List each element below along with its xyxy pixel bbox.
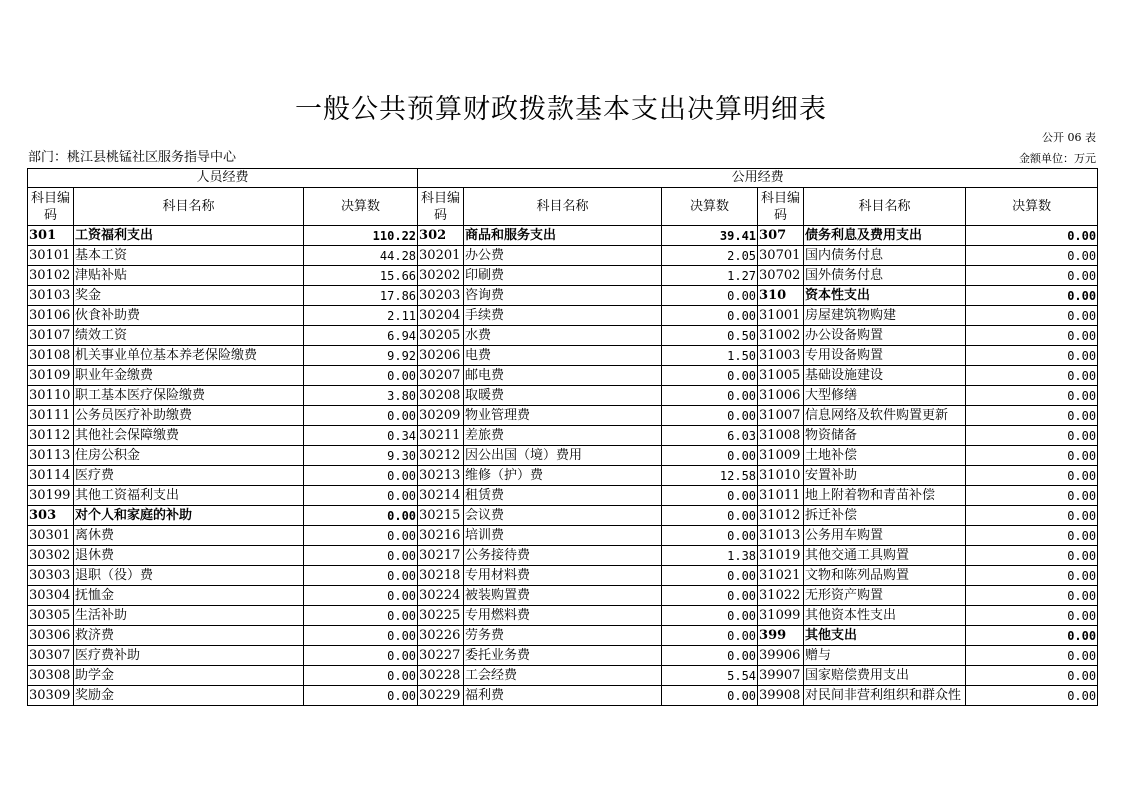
amount-cell: 0.00 (966, 226, 1098, 246)
account-name-cell: 手续费 (464, 306, 662, 326)
account-code-cell: 30204 (418, 306, 464, 326)
account-code-cell: 31012 (758, 506, 804, 526)
amount-cell: 0.00 (662, 526, 758, 546)
amount-cell: 0.00 (662, 366, 758, 386)
account-code-cell: 30203 (418, 286, 464, 306)
account-code-cell: 31003 (758, 346, 804, 366)
account-code-cell: 30306 (28, 626, 74, 646)
account-name-cell: 救济费 (74, 626, 304, 646)
amount-cell: 0.00 (966, 366, 1098, 386)
table-row (28, 326, 1098, 346)
account-code-cell: 30205 (418, 326, 464, 346)
account-code-cell: 30301 (28, 526, 74, 546)
amount-cell: 6.94 (304, 326, 418, 346)
account-code-cell: 31005 (758, 366, 804, 386)
account-name-cell: 助学金 (74, 666, 304, 686)
table-row (28, 546, 1098, 566)
account-name-cell: 国外债务付息 (804, 266, 966, 286)
account-name-cell: 信息网络及软件购置更新 (804, 406, 966, 426)
amount-cell: 2.05 (662, 246, 758, 266)
group-header-public: 公用经费 (418, 169, 1098, 188)
account-code-cell: 30304 (28, 586, 74, 606)
amount-cell: 0.00 (662, 286, 758, 306)
account-code-cell: 399 (758, 626, 804, 646)
account-code-cell: 30307 (28, 646, 74, 666)
account-code-cell: 31099 (758, 606, 804, 626)
table-row (28, 646, 1098, 666)
table-row (28, 466, 1098, 486)
account-code-cell: 302 (418, 226, 464, 246)
table-row (28, 626, 1098, 646)
column-header-amount: 决算数 (662, 188, 758, 226)
amount-cell: 3.80 (304, 386, 418, 406)
amount-cell: 0.00 (304, 626, 418, 646)
account-code-cell: 31013 (758, 526, 804, 546)
account-name-cell: 无形资产购置 (804, 586, 966, 606)
account-name-cell: 办公设备购置 (804, 326, 966, 346)
account-name-cell: 商品和服务支出 (464, 226, 662, 246)
account-name-cell: 福利费 (464, 686, 662, 706)
account-code-cell: 30305 (28, 606, 74, 626)
account-name-cell: 债务利息及费用支出 (804, 226, 966, 246)
account-code-cell: 31009 (758, 446, 804, 466)
account-name-cell: 基础设施建设 (804, 366, 966, 386)
account-code-cell: 30201 (418, 246, 464, 266)
amount-cell: 0.00 (304, 586, 418, 606)
table-row (28, 346, 1098, 366)
amount-cell: 0.00 (304, 666, 418, 686)
account-code-cell: 30213 (418, 466, 464, 486)
amount-cell: 5.54 (662, 666, 758, 686)
amount-cell: 0.00 (662, 306, 758, 326)
account-name-cell: 资本性支出 (804, 286, 966, 306)
amount-cell: 6.03 (662, 426, 758, 446)
account-name-cell: 公务用车购置 (804, 526, 966, 546)
amount-cell: 0.00 (662, 446, 758, 466)
account-name-cell: 专用燃料费 (464, 606, 662, 626)
table-row (28, 386, 1098, 406)
amount-cell: 0.34 (304, 426, 418, 446)
account-code-cell: 31022 (758, 586, 804, 606)
account-name-cell: 被装购置费 (464, 586, 662, 606)
account-name-cell: 国家赔偿费用支出 (804, 666, 966, 686)
table-row (28, 686, 1098, 706)
account-code-cell: 30208 (418, 386, 464, 406)
account-code-cell: 31008 (758, 426, 804, 446)
column-header-code: 科目编码 (418, 188, 464, 226)
account-code-cell: 30108 (28, 346, 74, 366)
account-name-cell: 职工基本医疗保险缴费 (74, 386, 304, 406)
account-name-cell: 电费 (464, 346, 662, 366)
account-code-cell: 30209 (418, 406, 464, 426)
account-name-cell: 会议费 (464, 506, 662, 526)
column-header-name: 科目名称 (804, 188, 966, 226)
account-name-cell: 医疗费补助 (74, 646, 304, 666)
amount-cell: 2.11 (304, 306, 418, 326)
account-name-cell: 离休费 (74, 526, 304, 546)
account-name-cell: 国内债务付息 (804, 246, 966, 266)
account-name-cell: 住房公积金 (74, 446, 304, 466)
amount-cell: 0.00 (662, 406, 758, 426)
amount-cell: 0.00 (304, 546, 418, 566)
amount-cell: 9.92 (304, 346, 418, 366)
account-code-cell: 30103 (28, 286, 74, 306)
amount-cell: 1.27 (662, 266, 758, 286)
account-code-cell: 31021 (758, 566, 804, 586)
account-name-cell: 绩效工资 (74, 326, 304, 346)
amount-cell: 0.00 (662, 566, 758, 586)
account-code-cell: 30111 (28, 406, 74, 426)
column-header-code: 科目编码 (28, 188, 74, 226)
account-name-cell: 其他资本性支出 (804, 606, 966, 626)
account-code-cell: 30211 (418, 426, 464, 446)
table-row (28, 586, 1098, 606)
account-code-cell: 31001 (758, 306, 804, 326)
account-name-cell: 物资储备 (804, 426, 966, 446)
expenditure-table (27, 168, 1098, 706)
amount-cell: 0.00 (966, 566, 1098, 586)
column-header-name: 科目名称 (464, 188, 662, 226)
account-name-cell: 印刷费 (464, 266, 662, 286)
account-code-cell: 30225 (418, 606, 464, 626)
table-row (28, 486, 1098, 506)
account-code-cell: 30106 (28, 306, 74, 326)
amount-cell: 0.00 (662, 606, 758, 626)
amount-cell: 1.50 (662, 346, 758, 366)
amount-cell: 0.00 (966, 446, 1098, 466)
amount-cell: 0.00 (304, 646, 418, 666)
account-name-cell: 职业年金缴费 (74, 366, 304, 386)
account-name-cell: 基本工资 (74, 246, 304, 266)
account-name-cell: 退休费 (74, 546, 304, 566)
account-name-cell: 因公出国（境）费用 (464, 446, 662, 466)
amount-cell: 39.41 (662, 226, 758, 246)
account-code-cell: 30218 (418, 566, 464, 586)
amount-cell: 0.00 (966, 686, 1098, 706)
account-code-cell: 30110 (28, 386, 74, 406)
account-name-cell: 工会经费 (464, 666, 662, 686)
column-header-amount: 决算数 (304, 188, 418, 226)
amount-cell: 0.00 (966, 606, 1098, 626)
account-code-cell: 310 (758, 286, 804, 306)
account-name-cell: 赠与 (804, 646, 966, 666)
department-label: 部门：桃江县桃锰社区服务指导中心 (28, 150, 237, 165)
amount-cell: 0.00 (662, 646, 758, 666)
account-code-cell: 30107 (28, 326, 74, 346)
table-row (28, 506, 1098, 526)
account-name-cell: 退职（役）费 (74, 566, 304, 586)
account-name-cell: 专用材料费 (464, 566, 662, 586)
account-code-cell: 303 (28, 506, 74, 526)
account-name-cell: 机关事业单位基本养老保险缴费 (74, 346, 304, 366)
amount-cell: 0.00 (966, 246, 1098, 266)
account-name-cell: 劳务费 (464, 626, 662, 646)
table-row (28, 266, 1098, 286)
account-name-cell: 维修（护）费 (464, 466, 662, 486)
account-name-cell: 其他交通工具购置 (804, 546, 966, 566)
account-code-cell: 39907 (758, 666, 804, 686)
account-code-cell: 39906 (758, 646, 804, 666)
account-code-cell: 31011 (758, 486, 804, 506)
account-name-cell: 公务接待费 (464, 546, 662, 566)
account-name-cell: 工资福利支出 (74, 226, 304, 246)
account-name-cell: 公务员医疗补助缴费 (74, 406, 304, 426)
amount-cell: 0.00 (304, 466, 418, 486)
amount-cell: 0.00 (662, 386, 758, 406)
account-name-cell: 委托业务费 (464, 646, 662, 666)
amount-cell: 0.00 (304, 686, 418, 706)
account-code-cell: 30101 (28, 246, 74, 266)
account-code-cell: 30217 (418, 546, 464, 566)
amount-cell: 0.00 (966, 306, 1098, 326)
account-name-cell: 医疗费 (74, 466, 304, 486)
account-code-cell: 30207 (418, 366, 464, 386)
account-name-cell: 专用设备购置 (804, 346, 966, 366)
amount-cell: 0.00 (966, 326, 1098, 346)
account-name-cell: 其他支出 (804, 626, 966, 646)
amount-cell: 0.00 (966, 426, 1098, 446)
amount-cell: 0.00 (966, 646, 1098, 666)
account-code-cell: 30229 (418, 686, 464, 706)
account-code-cell: 39908 (758, 686, 804, 706)
account-code-cell: 31002 (758, 326, 804, 346)
column-header-name: 科目名称 (74, 188, 304, 226)
account-name-cell: 其他社会保障缴费 (74, 426, 304, 446)
amount-cell: 44.28 (304, 246, 418, 266)
account-code-cell: 30102 (28, 266, 74, 286)
form-number: 公开 06 表 (1042, 131, 1096, 144)
amount-cell: 12.58 (662, 466, 758, 486)
account-code-cell: 30226 (418, 626, 464, 646)
table-row (28, 286, 1098, 306)
account-name-cell: 大型修缮 (804, 386, 966, 406)
table-row (28, 526, 1098, 546)
account-code-cell: 30112 (28, 426, 74, 446)
account-code-cell: 30206 (418, 346, 464, 366)
table-row (28, 306, 1098, 326)
column-header-amount: 决算数 (966, 188, 1098, 226)
account-code-cell: 30109 (28, 366, 74, 386)
amount-cell: 0.00 (304, 486, 418, 506)
amount-cell: 0.00 (966, 526, 1098, 546)
amount-cell: 17.86 (304, 286, 418, 306)
account-name-cell: 奖金 (74, 286, 304, 306)
table-row (28, 426, 1098, 446)
amount-cell: 0.00 (304, 506, 418, 526)
account-code-cell: 31019 (758, 546, 804, 566)
amount-cell: 0.00 (966, 386, 1098, 406)
account-code-cell: 30308 (28, 666, 74, 686)
account-name-cell: 地上附着物和青苗补偿 (804, 486, 966, 506)
amount-cell: 0.00 (662, 586, 758, 606)
account-code-cell: 31007 (758, 406, 804, 426)
table-row (28, 666, 1098, 686)
column-header-code: 科目编码 (758, 188, 804, 226)
amount-cell: 0.00 (966, 286, 1098, 306)
amount-cell: 0.00 (966, 346, 1098, 366)
account-code-cell: 30224 (418, 586, 464, 606)
account-code-cell: 30702 (758, 266, 804, 286)
account-code-cell: 301 (28, 226, 74, 246)
amount-cell: 0.00 (304, 526, 418, 546)
account-code-cell: 30228 (418, 666, 464, 686)
table-row (28, 606, 1098, 626)
amount-cell: 0.00 (966, 406, 1098, 426)
account-name-cell: 咨询费 (464, 286, 662, 306)
account-code-cell: 30701 (758, 246, 804, 266)
amount-cell: 1.38 (662, 546, 758, 566)
account-name-cell: 生活补助 (74, 606, 304, 626)
table-row (28, 566, 1098, 586)
account-name-cell: 文物和陈列品购置 (804, 566, 966, 586)
amount-cell: 0.00 (304, 366, 418, 386)
account-name-cell: 奖励金 (74, 686, 304, 706)
account-code-cell: 30215 (418, 506, 464, 526)
account-code-cell: 30227 (418, 646, 464, 666)
amount-cell: 0.00 (662, 626, 758, 646)
amount-cell: 9.30 (304, 446, 418, 466)
account-code-cell: 30302 (28, 546, 74, 566)
account-code-cell: 30114 (28, 466, 74, 486)
account-name-cell: 取暖费 (464, 386, 662, 406)
account-name-cell: 邮电费 (464, 366, 662, 386)
page-title: 一般公共预算财政拨款基本支出决算明细表 (295, 94, 827, 125)
account-name-cell: 土地补偿 (804, 446, 966, 466)
account-name-cell: 培训费 (464, 526, 662, 546)
amount-cell: 0.00 (304, 406, 418, 426)
amount-cell: 15.66 (304, 266, 418, 286)
account-name-cell: 物业管理费 (464, 406, 662, 426)
account-name-cell: 其他工资福利支出 (74, 486, 304, 506)
account-code-cell: 30214 (418, 486, 464, 506)
amount-cell: 0.00 (966, 586, 1098, 606)
amount-cell: 0.00 (966, 466, 1098, 486)
account-name-cell: 拆迁补偿 (804, 506, 966, 526)
amount-cell: 0.00 (966, 626, 1098, 646)
account-code-cell: 31006 (758, 386, 804, 406)
account-code-cell: 31010 (758, 466, 804, 486)
account-name-cell: 津贴补贴 (74, 266, 304, 286)
account-code-cell: 30212 (418, 446, 464, 466)
amount-cell: 0.00 (966, 546, 1098, 566)
amount-cell: 0.00 (662, 686, 758, 706)
account-name-cell: 对民间非营利组织和群众性 (804, 686, 966, 706)
amount-cell: 0.00 (966, 266, 1098, 286)
account-name-cell: 租赁费 (464, 486, 662, 506)
account-name-cell: 安置补助 (804, 466, 966, 486)
account-code-cell: 30303 (28, 566, 74, 586)
amount-cell: 0.00 (966, 506, 1098, 526)
amount-cell: 0.00 (304, 606, 418, 626)
amount-cell: 0.00 (966, 666, 1098, 686)
account-name-cell: 水费 (464, 326, 662, 346)
amount-cell: 0.00 (662, 486, 758, 506)
table-row (28, 246, 1098, 266)
amount-cell: 0.00 (304, 566, 418, 586)
table-row (28, 446, 1098, 466)
account-code-cell: 30216 (418, 526, 464, 546)
account-name-cell: 抚恤金 (74, 586, 304, 606)
account-name-cell: 房屋建筑物购建 (804, 306, 966, 326)
table-row (28, 226, 1098, 246)
account-code-cell: 30202 (418, 266, 464, 286)
amount-cell: 110.22 (304, 226, 418, 246)
account-name-cell: 差旅费 (464, 426, 662, 446)
account-code-cell: 30199 (28, 486, 74, 506)
account-code-cell: 30113 (28, 446, 74, 466)
amount-cell: 0.00 (662, 506, 758, 526)
amount-cell: 0.50 (662, 326, 758, 346)
group-header-personnel: 人员经费 (28, 169, 418, 188)
account-name-cell: 伙食补助费 (74, 306, 304, 326)
account-name-cell: 办公费 (464, 246, 662, 266)
account-code-cell: 307 (758, 226, 804, 246)
amount-cell: 0.00 (966, 486, 1098, 506)
account-name-cell: 对个人和家庭的补助 (74, 506, 304, 526)
amount-unit-label: 金额单位：万元 (1019, 152, 1096, 165)
account-code-cell: 30309 (28, 686, 74, 706)
table-row (28, 366, 1098, 386)
table-row (28, 406, 1098, 426)
